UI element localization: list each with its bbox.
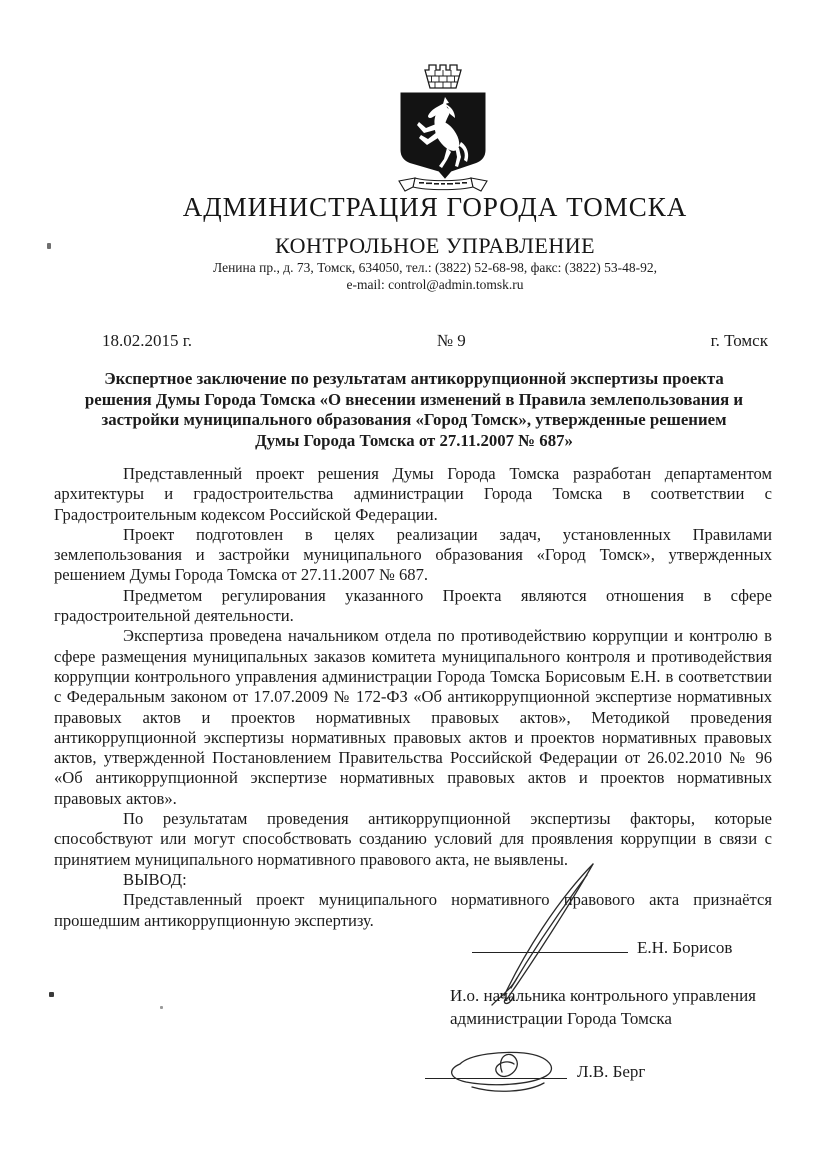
signature-line: [425, 1078, 567, 1079]
scan-artifact: [47, 243, 51, 249]
meta-row: [102, 331, 768, 351]
expert-signature-name: Е.Н. Борисов: [637, 938, 733, 957]
scan-artifact: [160, 1006, 163, 1009]
berg-handwritten-signature-icon: [444, 1042, 576, 1100]
paragraph: Представленный проект решения Думы Города Томска разработан департаментом архитектуры и градостроительства администрации Города Томска в соответствии с Градостроительным кодексом Российской Федерации.: [54, 464, 772, 524]
scan-artifact: [49, 992, 54, 997]
document-number: № 9: [436, 331, 466, 350]
department-name: КОНТРОЛЬНОЕ УПРАВЛЕНИЕ: [274, 233, 596, 258]
address-line: Ленина пр., д. 73, Томск, 634050, тел.: (3822) 52-68-98, факс: (3822) 53-48-92,: [213, 260, 657, 275]
document-date: 18.02.2015 г.: [102, 331, 193, 350]
conclusion-label: ВЫВОД:: [123, 869, 187, 889]
organization-name: АДМИНИСТРАЦИЯ ГОРОДА ТОМСКА: [182, 192, 688, 222]
document-city: г. Томск: [710, 331, 768, 350]
document-title: Экспертное заключение по результатам антикоррупционной экспертизы проекта решения Думы Города Томска «О внесении изменений в Правила землепользования и застройки муниципального образования «Город Томск», утвержденные решением Думы Города Томска от 27.11.2007 № 687»: [84, 369, 744, 450]
signature-line: [472, 952, 628, 953]
tomsk-coat-of-arms-icon: [395, 64, 491, 192]
conclusion-text: Представленный проект муниципального нормативного правового акта признаётся прошедшим антикоррупционную экспертизу.: [54, 890, 772, 930]
approver-signature-name: Л.В. Берг: [577, 1062, 646, 1081]
approver-position: И.о. начальника контрольного управления администрации Города Томска: [450, 986, 756, 1028]
paragraph: Проект подготовлен в целях реализации задач, установленных Правилами землепользования и застройки муниципального образования «Город Томск», утвержденных решением Думы Города Томска от 27.11.2007 № 687.: [54, 524, 772, 585]
email-line: e-mail: control@admin.tomsk.ru: [346, 277, 524, 292]
paragraph: По результатам проведения антикоррупционной экспертизы факторы, которые способствуют или могут способствовать созданию условий для проявления коррупции в связи с принятием муниципального нормативного правового акта, не выявлены.: [54, 809, 772, 869]
mural-crown-icon: [425, 65, 461, 88]
paragraph: Экспертиза проведена начальником отдела по противодействию коррупции и контролю в сфере размещения муниципальных заказов комитета муниципального контроля и противодействия коррупции контрольного управления администрации Города Томска Борисовым Е.Н. в соответствии с Федеральным законом от 17.07.2009 № 172-ФЗ «Об антикоррупционной экспертизе нормативных правовых актов и проектов нормативных правовых актов», Методикой проведения антикоррупционной экспертизы нормативных правовых актов и проектов нормативных правовых актов, утвержденной Постановлением Правительства Российской Федерации от 26.02.2010 № 96 «Об антикоррупционной экспертизе нормативных правовых актов и проектов нормативных правовых актов».: [54, 626, 772, 808]
document-body: [54, 464, 772, 931]
paragraph: Предметом регулирования указанного Проекта являются отношения в сфере градостроительной деятельности.: [54, 585, 772, 626]
motto-ribbon-icon: [399, 178, 487, 191]
